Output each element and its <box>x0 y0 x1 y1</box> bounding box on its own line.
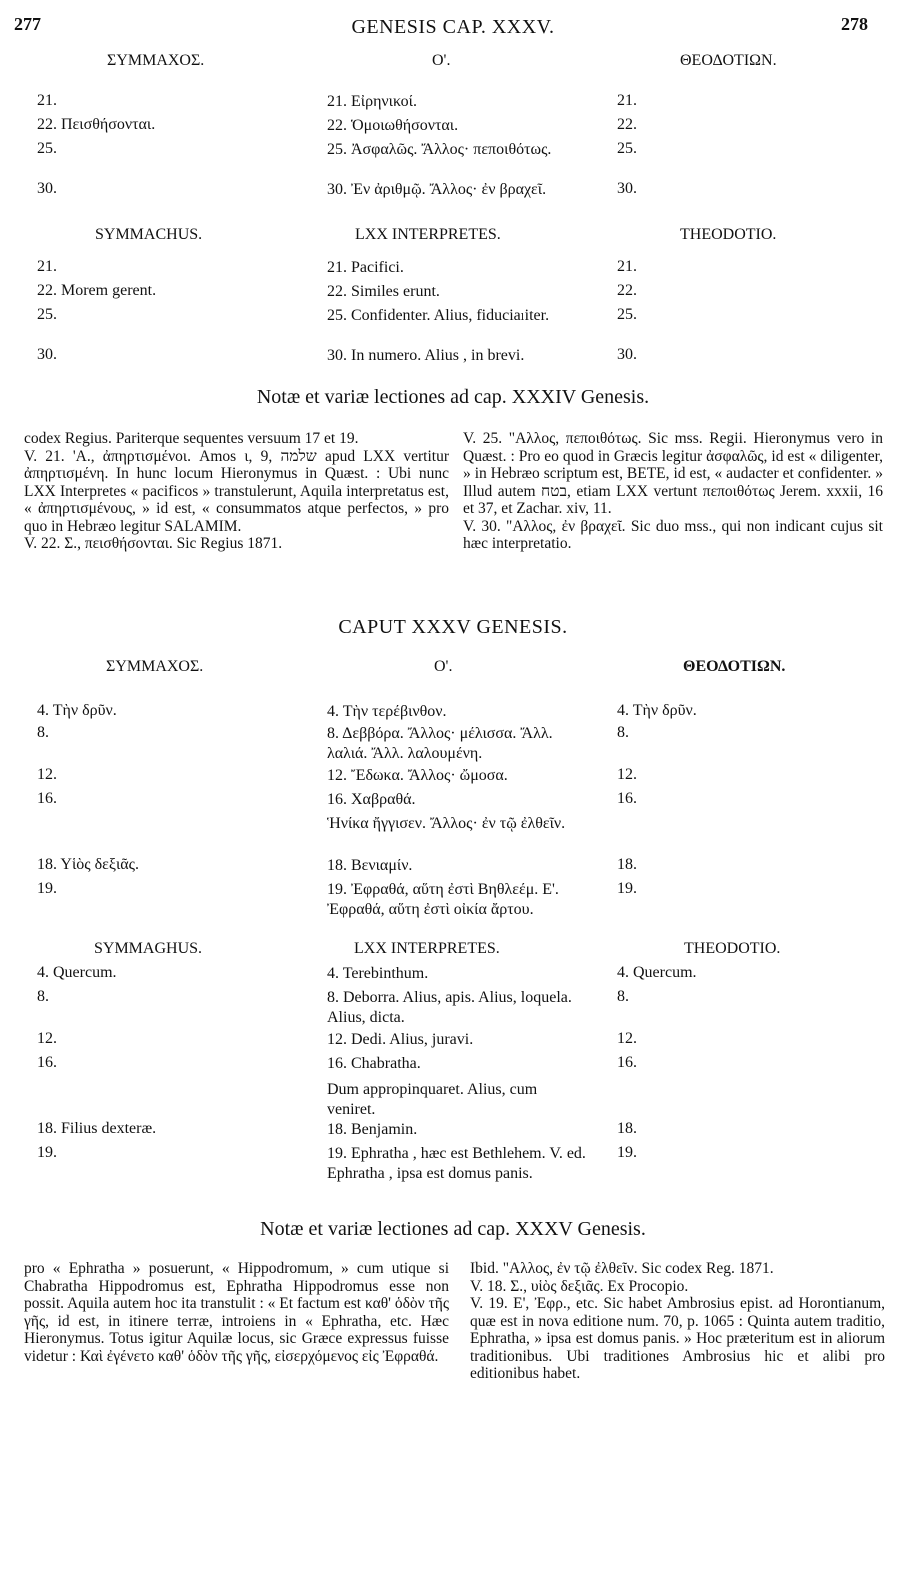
row-theodotion: 30. <box>617 180 637 197</box>
row-lxx: 22. Similes erunt. <box>327 283 440 300</box>
row-symmachus: 18. Filius dexteræ. <box>37 1120 157 1137</box>
header-symmachus-greek: ΣΥΜΜΑΧΟΣ. <box>106 658 204 675</box>
note-paragraph: V. 19. Ε', Ἐφρ., etc. Sic habet Ambrosius epist. ad Horontianum, quæ est in nova editione num. 70, p. 1065 : Quinta autem traditio, Ephratha, » ipsa est domus panis. » Hoc præteritum est in aliorum traditionibus. Ubi traditiones Ambrosius hic et alibi pro editionibus habet. <box>470 1295 885 1382</box>
row-lxx: 25. Ἀσφαλῶς. Ἄλλος· πεποιθότως. <box>327 141 552 158</box>
note-paragraph: V. 21. 'Α., ἀπηρτισμένοι. Amos ι, 9, שלמה apud LXX vertitur ἀπηρτισμένη. In hunc locum Hieronymus in Quæst. : Ubi nunc LXX Interpretes « pacificos » transtulerunt, Aquila interpretatus est, « ἀπηρτισμένους, » id est, « consummatos atque perfectos, » pro quo in Hebræo legitur SALAMIM. <box>24 447 449 535</box>
notes-right-column <box>470 1260 885 1383</box>
row-symmachus: 22. Πεισθήσονται. <box>37 116 156 133</box>
row-symmachus: 25. <box>37 306 57 323</box>
notes-left-column <box>24 1260 449 1365</box>
row-theodotion: 16. <box>617 790 637 807</box>
notes-title: Notæ et variæ lectiones ad cap. XXXIV Genesis. <box>256 386 650 408</box>
row-symmachus: 12. <box>37 1030 57 1047</box>
row-symmachus: 21. <box>37 258 57 275</box>
row-lxx: 21. Εἰρηνικοί. <box>327 93 417 110</box>
row-symmachus: 19. <box>37 1144 57 1161</box>
note-paragraph: codex Regius. Pariterque sequentes versuum 17 et 19. <box>24 430 359 447</box>
row-symmachus: 16. <box>37 1054 57 1071</box>
row-lxx: 25. Confidenter. Alius, fiduciaₗiter. <box>327 307 550 324</box>
row-lxx: Ἡνίκα ἤγγισεν. Ἄλλος· ἐν τῷ ἐλθεῖν. <box>327 815 566 832</box>
row-theodotion: 4. Τὴν δρῦν. <box>617 702 697 719</box>
row-lxx: 4. Τὴν τερέβινθον. <box>327 703 447 720</box>
header-symmachus-greek: ΣΥΜΜΑΧΟΣ. <box>107 52 205 69</box>
row-symmachus: 8. <box>37 724 49 741</box>
row-lxx: 8. Δεββόρα. Ἄλλος· μέλισσα. Ἄλλ. λαλιά. Ἄλλ. λαλουμένη. <box>327 725 553 762</box>
row-theodotion: 12. <box>617 1030 637 1047</box>
row-symmachus: 19. <box>37 880 57 897</box>
page-number-right: 278 <box>841 14 868 34</box>
row-symmachus: 4. Τὴν δρῦν. <box>37 702 117 719</box>
row-theodotion: 8. <box>617 988 629 1005</box>
row-lxx: 19. Ἐφραθά, αὕτη ἐστὶ Βηθλεέμ. Ε'. Ἐφραθά, αὕτη ἐστὶ οἰκία ἄρτου. <box>327 881 559 918</box>
notes-title: Notæ et variæ lectiones ad cap. XXXV Genesis. <box>260 1218 646 1240</box>
header-symmachus-latin: SYMMACHUS. <box>95 226 203 243</box>
row-symmachus: 8. <box>37 988 49 1005</box>
row-symmachus: 30. <box>37 346 57 363</box>
row-lxx: 12. Ἔδωκα. Ἄλλος· ὤμοσα. <box>327 767 508 784</box>
note-paragraph: V. 18. Σ., υἱὸς δεξιᾶς. Ex Procopio. <box>470 1277 689 1295</box>
row-symmachus: 12. <box>37 766 57 783</box>
page-number-left: 277 <box>14 14 41 34</box>
row-theodotion: 25. <box>617 140 637 157</box>
header-lxx-latin: LXX INTERPRETES. <box>354 940 500 957</box>
header-theodotion-greek: ΘΕΟΔΟΤΙΩΝ. <box>680 52 777 69</box>
row-lxx: 30. In numero. Alius , in brevi. <box>327 347 525 364</box>
header-symmachus-latin: SYMMAGHUS. <box>94 940 203 957</box>
row-lxx: 22. Ὁμοιωθήσονται. <box>327 117 459 134</box>
notes-right-column <box>463 430 883 553</box>
row-lxx: 19. Ephratha , hæc est Bethlehem. V. ed. Ephratha , ipsa est domus panis. <box>327 1145 586 1182</box>
row-symmachus: 4. Quercum. <box>37 964 117 981</box>
row-lxx: Dum appropinquaret. Alius, cum veniret. <box>327 1081 538 1118</box>
row-lxx: 18. Βενιαμίν. <box>327 857 413 874</box>
row-theodotion: 12. <box>617 766 637 783</box>
row-lxx: 16. Χαβραθά. <box>327 791 416 808</box>
row-theodotion: 19. <box>617 1144 637 1161</box>
row-theodotion: 19. <box>617 880 637 897</box>
running-title: GENESIS CAP. XXXV. <box>351 16 555 38</box>
row-theodotion: 18. <box>617 856 637 873</box>
row-theodotion: 30. <box>617 346 637 363</box>
row-lxx: 18. Benjamin. <box>327 1121 418 1138</box>
header-theodotion-greek: ΘΕΟΔΟΤΙΩΝ. <box>683 658 786 675</box>
note-paragraph: V. 25. "Αλλος, πεποιθότως. Sic mss. Regii. Hieronymus vero in Quæst. : Pro eo quod in Græcis legitur ἀσφαλῶς, id est « diligenter, » in Hebræo scriptum est, BETE, id est, « audacter et confidenter. » Illud autem בטח, etiam LXX vertunt πεποιθότως Jerem. xxxii, 16 et 37, et Zachar. xiv, 11. <box>463 430 883 517</box>
row-theodotion: 22. <box>617 116 637 133</box>
note-paragraph: Ibid. "Αλλος, ἐν τῷ ἐλθεῖν. Sic codex Reg. 1871. <box>470 1260 774 1277</box>
row-theodotion: 21. <box>617 92 637 109</box>
row-lxx: 8. Deborra. Alius, apis. Alius, loquela. Alius, dicta. <box>327 989 572 1026</box>
row-symmachus: 25. <box>37 140 57 157</box>
chapter-title: CAPUT XXXV GENESIS. <box>338 616 568 638</box>
row-lxx: 30. Ἐν ἀριθμῷ. Ἄλλος· ἐν βραχεῖ. <box>327 181 547 198</box>
header-theodotion-latin: THEODOTIO. <box>684 940 781 957</box>
row-theodotion: 25. <box>617 306 637 323</box>
row-theodotion: 22. <box>617 282 637 299</box>
header-lxx-greek: Ο'. <box>432 52 451 69</box>
note-paragraph: pro « Ephratha » posuerunt, « Hippodromum, » cum utique si Chabratha Hippodromus est, Ephratha Hippodromus esse non possit. Aquila autem hoc ita transtulit : « Et factum est καθ' ὁδὸν τῆς γῆς, id est, in itinere terræ, introiens in « Ephratha, etc. Hæc Hieronymus. Totus igitur Aquilæ locus, sic Græce expressus fuisse videtur : Καὶ ἐγένετο καθ' ὁδὸν τῆς γῆς, εἰσερχόμενος εἰς Ἐφραθά. <box>24 1260 449 1365</box>
row-symmachus: 18. Υἱὸς δεξιᾶς. <box>37 856 140 873</box>
note-paragraph: V. 30. "Αλλος, ἐν βραχεῖ. Sic duo mss., qui non indicant cujus sit hæc interpretatio. <box>463 517 883 552</box>
row-lxx: 21. Pacifici. <box>327 259 404 276</box>
header-lxx-latin: LXX INTERPRETES. <box>355 226 501 243</box>
row-lxx: 16. Chabratha. <box>327 1055 421 1072</box>
row-theodotion: 18. <box>617 1120 637 1137</box>
header-lxx-greek: Ο'. <box>434 658 453 675</box>
notes-left-column <box>24 430 449 553</box>
row-lxx: 4. Terebinthum. <box>327 965 429 982</box>
row-theodotion: 21. <box>617 258 637 275</box>
row-symmachus: 30. <box>37 180 57 197</box>
row-symmachus: 16. <box>37 790 57 807</box>
row-theodotion: 16. <box>617 1054 637 1071</box>
row-theodotion: 8. <box>617 724 629 741</box>
header-theodotion-latin: THEODOTIO. <box>680 226 777 243</box>
note-paragraph: V. 22. Σ., πεισθήσονται. Sic Regius 1871. <box>24 535 283 552</box>
row-symmachus: 21. <box>37 92 57 109</box>
row-symmachus: 22. Morem gerent. <box>37 282 157 299</box>
row-lxx: 12. Dedi. Alius, juravi. <box>327 1031 474 1048</box>
row-theodotion: 4. Quercum. <box>617 964 697 981</box>
